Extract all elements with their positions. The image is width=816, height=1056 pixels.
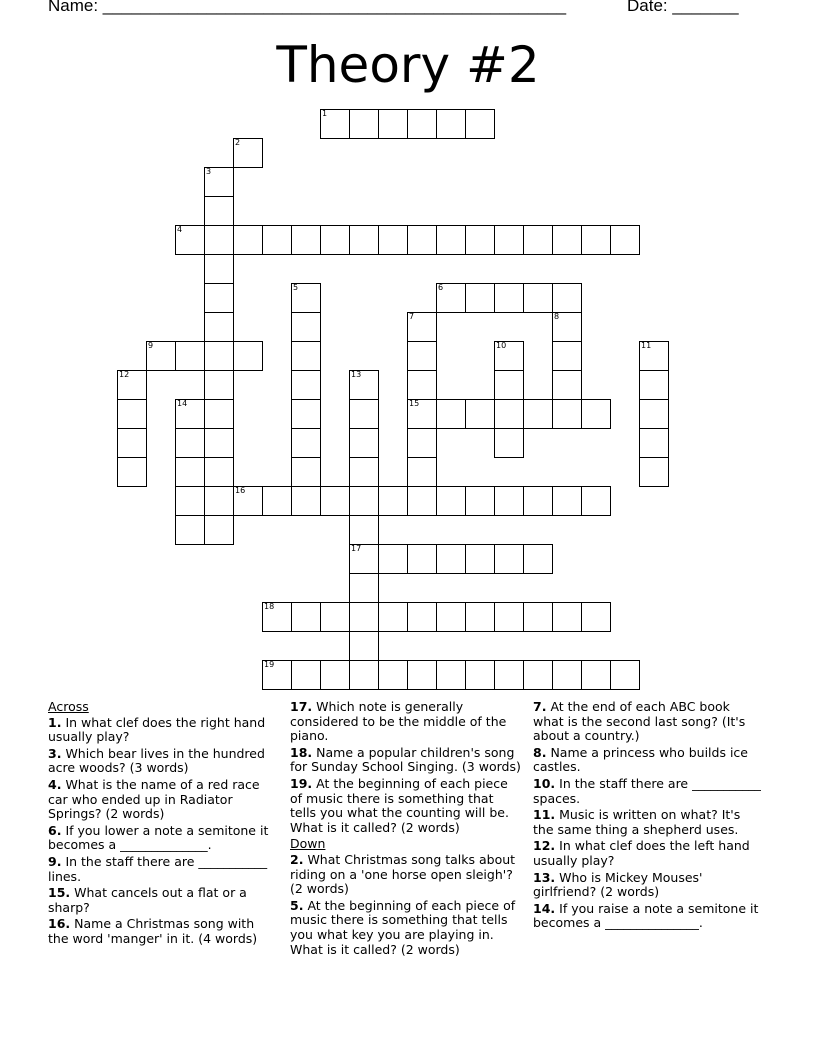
clue-down-2 [290,853,522,897]
grid-cell[interactable] [291,428,321,458]
grid-cell[interactable] [639,370,669,400]
grid-cell[interactable] [436,283,466,313]
grid-cell[interactable] [175,515,205,545]
grid-cell[interactable] [378,486,408,516]
grid-cell[interactable] [204,254,234,284]
grid-cell[interactable] [175,399,205,429]
grid-cell[interactable] [349,631,379,661]
grid-cell[interactable] [291,457,321,487]
grid-cell[interactable] [320,109,350,139]
grid-cell[interactable] [233,225,263,255]
grid-cell[interactable] [291,602,321,632]
page-title: Theory #2 [276,36,540,94]
clue-number: 13. [533,869,556,885]
clue-number: 8. [533,744,547,760]
clue-number: 11. [533,807,556,823]
grid-cell[interactable] [407,457,437,487]
clue-down-12 [533,839,763,868]
cell-number: 14 [177,399,188,408]
clue-text: Name a popular children's song for Sunday School Singing. (3 words) [290,744,521,775]
clue-number: 12. [533,838,556,854]
grid-cell[interactable] [552,602,582,632]
grid-cell[interactable] [407,341,437,371]
grid-cell[interactable] [465,109,495,139]
grid-cell[interactable] [610,225,640,255]
grid-cell[interactable] [436,544,466,574]
grid-cell[interactable] [494,428,524,458]
grid-cell[interactable] [320,225,350,255]
grid-cell[interactable] [291,486,321,516]
grid-cell[interactable] [349,225,379,255]
cell-number: 19 [264,660,275,669]
grid-cell[interactable] [436,225,466,255]
clue-down-10 [533,777,763,806]
grid-cell[interactable] [204,399,234,429]
clue-text: If you lower a note a semitone it becomes a ______________. [48,822,269,853]
grid-cell[interactable] [204,515,234,545]
grid-cell[interactable] [146,341,176,371]
grid-cell[interactable] [639,457,669,487]
grid-cell[interactable] [494,486,524,516]
grid-cell[interactable] [291,399,321,429]
clue-number: 5. [290,897,304,913]
clue-number: 17. [290,699,313,714]
grid-cell[interactable] [494,370,524,400]
clue-number: 2. [290,851,304,867]
grid-cell[interactable] [552,660,582,690]
grid-cell[interactable] [117,399,147,429]
grid-cell[interactable] [465,660,495,690]
clue-text: Name a princess who builds ice castles. [533,744,748,775]
grid-cell[interactable] [436,660,466,690]
clue-across-16 [48,917,270,946]
grid-cell[interactable] [494,660,524,690]
grid-cell[interactable] [494,283,524,313]
clue-down-13 [533,871,763,900]
grid-cell[interactable] [639,399,669,429]
clue-text: Name a Christmas song with the word 'manger' in it. (4 words) [48,916,258,946]
grid-cell[interactable] [581,399,611,429]
grid-cell[interactable] [581,486,611,516]
clue-text: Music is written on what? It's the same thing a shepherd uses. [533,807,741,837]
clue-across-6 [48,824,270,853]
clue-number: 10. [533,775,556,791]
grid-cell[interactable] [349,428,379,458]
clue-number: 1. [48,714,62,730]
grid-cell[interactable] [494,341,524,371]
cell-number: 1 [322,109,328,118]
clue-across-15 [48,886,270,915]
cell-number: 15 [409,399,420,408]
grid-cell[interactable] [175,486,205,516]
clue-across-9 [48,855,270,884]
grid-cell[interactable] [378,660,408,690]
grid-cell[interactable] [117,370,147,400]
grid-cell[interactable] [175,428,205,458]
grid-cell[interactable] [175,341,205,371]
grid-cell[interactable] [407,660,437,690]
grid-cell[interactable] [204,167,234,197]
clue-down-11 [533,808,763,837]
cell-number: 18 [264,602,275,611]
clue-across-4 [48,778,270,822]
clue-across-3 [48,747,270,776]
cell-number: 2 [235,138,241,147]
grid-cell[interactable] [349,602,379,632]
grid-cell[interactable] [349,660,379,690]
clue-number: 14. [533,900,556,916]
clue-across-17 [290,700,522,744]
grid-cell[interactable] [465,225,495,255]
grid-cell[interactable] [407,428,437,458]
clue-number: 16. [48,916,71,932]
clue-number: 3. [48,745,62,761]
grid-cell[interactable] [117,457,147,487]
clue-text: What is the name of a red race car who ended up in Radiator Springs? (2 words) [48,776,260,822]
grid-cell[interactable] [262,486,292,516]
clue-text: In the staff there are ___________ spaces. [533,775,761,806]
grid-cell[interactable] [320,602,350,632]
grid-cell[interactable] [523,399,553,429]
clue-text: In what clef does the left hand usually play? [533,838,750,868]
grid-cell[interactable] [349,515,379,545]
grid-cell[interactable] [436,109,466,139]
cell-number: 16 [235,486,246,495]
clue-number: 18. [290,744,313,760]
grid-cell[interactable] [407,399,437,429]
grid-cell[interactable] [552,370,582,400]
down-heading: Down [290,836,326,852]
clues-column-1 [48,700,270,949]
clue-text: At the beginning of each piece of music there is something that tells you what the counting will be. What is it called? (2 words) [290,775,509,835]
cell-number: 11 [641,341,652,350]
clue-text: What cancels out a flat or a sharp? [48,885,247,915]
grid-cell[interactable] [349,486,379,516]
grid-cell[interactable] [407,225,437,255]
grid-cell[interactable] [291,225,321,255]
grid-cell[interactable] [581,225,611,255]
grid-cell[interactable] [349,544,379,574]
grid-cell[interactable] [204,196,234,226]
cell-number: 9 [148,341,154,350]
clue-number: 19. [290,775,313,791]
cell-number: 7 [409,312,415,321]
clue-text: Who is Mickey Mouses' girlfriend? (2 words) [533,869,703,900]
clue-number: 7. [533,699,547,714]
grid-cell[interactable] [175,225,205,255]
clue-text: What Christmas song talks about riding on a 'one horse open sleigh'? (2 words) [290,851,516,897]
date-field-label[interactable]: Date: _______ [627,0,739,15]
clue-down-8 [533,746,763,775]
grid-cell[interactable] [552,283,582,313]
grid-cell[interactable] [552,399,582,429]
grid-cell[interactable] [320,486,350,516]
grid-cell[interactable] [494,399,524,429]
grid-cell[interactable] [291,283,321,313]
clue-number: 6. [48,822,62,838]
clue-text: In the staff there are ___________ lines. [48,853,268,884]
grid-cell[interactable] [465,283,495,313]
grid-cell[interactable] [349,457,379,487]
grid-cell[interactable] [494,602,524,632]
clue-text: At the end of each ABC book what is the second last song? (It's about a country.) [533,699,746,744]
grid-cell[interactable] [465,399,495,429]
grid-cell[interactable] [407,544,437,574]
grid-cell[interactable] [233,486,263,516]
clue-text: At the beginning of each piece of music there is something that tells you what key you are playing in. What is it called? (2 words) [290,897,516,957]
clue-down-5 [290,899,522,957]
grid-cell[interactable] [610,660,640,690]
grid-cell[interactable] [436,486,466,516]
grid-cell[interactable] [407,602,437,632]
clue-across-18 [290,746,522,775]
grid-cell[interactable] [320,660,350,690]
grid-cell[interactable] [581,602,611,632]
grid-cell[interactable] [523,660,553,690]
clue-down-14 [533,902,763,931]
grid-cell[interactable] [639,428,669,458]
grid-cell[interactable] [204,283,234,313]
clue-text: Which note is generally considered to be the middle of the piano. [290,699,507,744]
grid-cell[interactable] [552,312,582,342]
grid-cell[interactable] [378,544,408,574]
grid-cell[interactable] [262,660,292,690]
grid-cell[interactable] [204,225,234,255]
grid-cell[interactable] [349,399,379,429]
grid-cell[interactable] [291,341,321,371]
grid-cell[interactable] [523,486,553,516]
grid-cell[interactable] [262,225,292,255]
cell-number: 10 [496,341,507,350]
grid-cell[interactable] [552,341,582,371]
clue-number: 15. [48,885,71,901]
cell-number: 6 [438,283,444,292]
grid-cell[interactable] [552,225,582,255]
clue-number: 9. [48,853,62,869]
grid-cell[interactable] [378,225,408,255]
grid-cell[interactable] [465,486,495,516]
grid-cell[interactable] [639,341,669,371]
grid-cell[interactable] [407,486,437,516]
clue-text: In what clef does the right hand usually play? [48,714,266,745]
grid-cell[interactable] [349,370,379,400]
grid-cell[interactable] [233,138,263,168]
clues-column-2 [290,700,522,959]
clue-across-19 [290,777,522,835]
grid-cell[interactable] [291,660,321,690]
grid-cell[interactable] [175,457,205,487]
grid-cell[interactable] [204,428,234,458]
cell-number: 17 [351,544,362,553]
grid-cell[interactable] [407,312,437,342]
grid-cell[interactable] [233,341,263,371]
clues-column-3 [533,700,763,933]
grid-cell[interactable] [204,312,234,342]
grid-cell[interactable] [407,109,437,139]
grid-cell[interactable] [494,225,524,255]
cell-number: 13 [351,370,362,379]
cell-number: 8 [554,312,560,321]
grid-cell[interactable] [204,341,234,371]
grid-cell[interactable] [204,457,234,487]
grid-cell[interactable] [204,486,234,516]
grid-cell[interactable] [523,544,553,574]
grid-cell[interactable] [407,370,437,400]
grid-cell[interactable] [262,602,292,632]
grid-cell[interactable] [436,602,466,632]
grid-cell[interactable] [204,370,234,400]
clue-across-1 [48,716,270,745]
grid-cell[interactable] [436,399,466,429]
grid-cell[interactable] [349,109,379,139]
grid-cell[interactable] [523,225,553,255]
clue-number: 4. [48,776,62,792]
grid-cell[interactable] [291,370,321,400]
cell-number: 3 [206,167,212,176]
grid-cell[interactable] [465,602,495,632]
grid-cell[interactable] [523,283,553,313]
across-heading: Across [48,699,89,714]
clue-down-7 [533,700,763,744]
grid-cell[interactable] [291,312,321,342]
grid-cell[interactable] [581,660,611,690]
grid-cell[interactable] [494,544,524,574]
cell-number: 4 [177,225,183,234]
clue-text: If you raise a note a semitone it becomes a _______________. [533,900,759,931]
grid-cell[interactable] [523,602,553,632]
grid-cell[interactable] [552,486,582,516]
grid-cell[interactable] [378,109,408,139]
clue-text: Which bear lives in the hundred acre woods? (3 words) [48,745,265,776]
grid-cell[interactable] [378,602,408,632]
name-field-label[interactable]: Name: _________________________________________________ [48,0,567,15]
cell-number: 12 [119,370,130,379]
grid-cell[interactable] [465,544,495,574]
grid-cell[interactable] [117,428,147,458]
grid-cell[interactable] [349,573,379,603]
cell-number: 5 [293,283,299,292]
